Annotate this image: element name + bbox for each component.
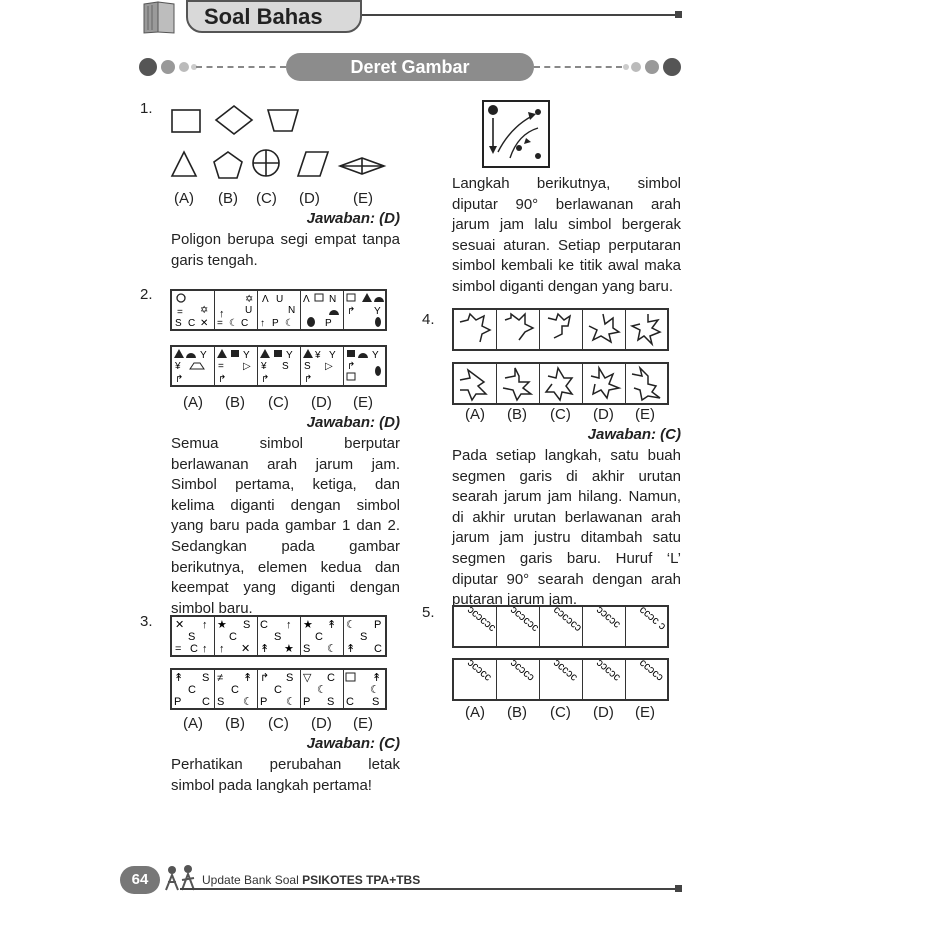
svg-text:P: P (272, 318, 279, 329)
q3-options-row (170, 668, 387, 710)
q5-seq-cell (583, 607, 626, 646)
question-1-number: 1. (140, 100, 153, 117)
svg-text:✕: ✕ (241, 643, 251, 655)
svg-text:↑: ↑ (219, 308, 225, 320)
q1-option-b: (B) (218, 190, 238, 207)
svg-text:Y: Y (286, 350, 293, 361)
q5-seq-cell (497, 607, 540, 646)
svg-text:S: S (304, 361, 311, 372)
svg-text:=: = (175, 643, 182, 655)
question-3-number: 3. (140, 613, 153, 630)
svg-text:¥: ¥ (315, 350, 321, 361)
footer-divider (180, 888, 680, 890)
q4-answer: Jawaban: (C) (587, 426, 681, 443)
svg-text:S: S (372, 696, 380, 708)
svg-text:S: S (202, 672, 210, 684)
svg-text:↟: ↟ (260, 643, 270, 655)
svg-text:↑: ↑ (202, 619, 208, 631)
q1-option-a: (A) (174, 190, 194, 207)
q1-option-e: (E) (353, 190, 373, 207)
q3-option-e: (E) (353, 715, 373, 732)
svg-text:Y: Y (243, 350, 250, 361)
svg-text:P: P (374, 619, 382, 631)
q3-explanation-continued: Langkah berikutnya, simbol diputar 90° berlawanan arah jarum jam lalu simbol bergerak sesuai aturan. Setiap perputaran simbol kembali ke titik awal maka simbol diganti dengan yang baru. (452, 175, 681, 295)
q5-option-a: (A) (465, 704, 485, 721)
svg-text:★: ★ (303, 619, 313, 631)
q3-option-cell (258, 670, 301, 708)
svg-text:☾: ☾ (229, 318, 238, 329)
q5-option-cell (540, 660, 583, 699)
q5-seq-cell (626, 607, 668, 646)
svg-text:✡: ✡ (245, 294, 254, 305)
footer-text-bold: PSIKOTES TPA+TBS (302, 873, 421, 887)
svg-text:↱: ↱ (304, 374, 313, 385)
q4-option-a: (A) (465, 406, 485, 423)
q5-option-d: (D) (593, 704, 614, 721)
svg-text:N: N (288, 305, 296, 316)
svg-text:cↄcↄcↄ: cↄcↄcↄ (550, 607, 582, 635)
q2-option-b: (B) (225, 394, 245, 411)
q3-seq-cell (344, 617, 386, 655)
q4-seq-cell (540, 310, 583, 349)
svg-text:✡: ✡ (200, 305, 209, 316)
page-number: 64 (120, 866, 160, 894)
svg-text:↟: ↟ (243, 672, 253, 684)
svg-text:S: S (286, 672, 294, 684)
svg-text:☾: ☾ (243, 696, 253, 708)
q3-option-a: (A) (183, 715, 203, 732)
svg-text:★: ★ (284, 643, 294, 655)
q3-rotation-diagram (482, 100, 550, 168)
footer-divider-end (675, 885, 682, 892)
q4-sequence-row (452, 308, 669, 351)
svg-text:Y: Y (372, 350, 379, 361)
svg-text:P: P (260, 696, 268, 708)
svg-text:↱: ↱ (218, 374, 227, 385)
q3-option-c: (C) (268, 715, 289, 732)
q4-explanation: Pada setiap langkah, satu buah segmen garis di akhir urutan searah jarum jam hilang. Namun, di akhir urutan berlawanan arah jarum jam justru ditambah satu segmen garis baru. Huruf ‘L’ diputar 90° searah dengan arah putaran jarum jam. (452, 447, 681, 609)
svg-text:C: C (315, 631, 323, 643)
svg-text:↟: ↟ (327, 619, 337, 631)
q2-explanation: Semua simbol berputar berlawanan arah jarum jam. Simbol pertama, ketiga, dan kelima diganti dengan simbol yang baru pada gambar 1 dan 2. Sedangkan pada gambar berikutnya, elemen kedua dan keempat yang diganti dengan simbol baru. (171, 435, 400, 617)
svg-text:=: = (217, 318, 223, 329)
book-icon (140, 0, 180, 34)
q5-seq-cell (454, 607, 497, 646)
q4-seq-cell (497, 310, 540, 349)
q2-option-e: (E) (353, 394, 373, 411)
svg-text:N: N (329, 294, 337, 305)
q4-option-e: (E) (635, 406, 655, 423)
q1-explanation: Poligon berupa segi empat tanpa garis tengah. (171, 231, 400, 269)
svg-text:↑: ↑ (286, 619, 292, 631)
section-dash-right (534, 66, 622, 68)
svg-text:☾: ☾ (346, 619, 356, 631)
q2-seq-cell (344, 291, 386, 329)
q2-option-d: (D) (311, 394, 332, 411)
q5-sequence-row (452, 605, 669, 648)
q4-option-cell (540, 364, 583, 403)
svg-text:S: S (360, 631, 368, 643)
section-title: Deret Gambar (286, 53, 534, 81)
q3-option-b: (B) (225, 715, 245, 732)
header-divider (362, 14, 678, 16)
svg-text:S: S (243, 619, 251, 631)
svg-text:¥: ¥ (261, 361, 267, 372)
svg-text:C: C (346, 696, 354, 708)
svg-text:Λ: Λ (303, 294, 310, 305)
svg-text:C: C (327, 672, 335, 684)
q3-explanation: Perhatikan perubahan letak simbol pada langkah pertama! (171, 756, 400, 794)
svg-text:▷: ▷ (243, 361, 251, 372)
q3-answer: Jawaban: (C) (306, 735, 400, 752)
svg-text:S: S (188, 631, 196, 643)
svg-text:ccↄc ↄ: ccↄc ↄ (636, 607, 668, 633)
svg-text:C: C (202, 696, 210, 708)
footer-text-prefix: Update Bank Soal (202, 873, 299, 887)
svg-text:ↄccↄc: ↄccↄc (550, 660, 580, 684)
q2-option-cell (301, 347, 344, 385)
q2-option-cell (344, 347, 386, 385)
svg-text:C: C (274, 684, 282, 696)
svg-text:ↄↄcↄc: ↄↄcↄc (593, 607, 623, 631)
q2-option-a: (A) (183, 394, 203, 411)
q2-options-row (170, 345, 387, 387)
svg-text:C: C (260, 619, 268, 631)
q4-option-cell (454, 364, 497, 403)
svg-text:☾: ☾ (286, 696, 296, 708)
q2-option-cell (258, 347, 301, 385)
q2-sequence-row (170, 289, 387, 331)
svg-text:S: S (274, 631, 282, 643)
svg-text:Y: Y (374, 306, 381, 317)
header-divider-end (675, 11, 682, 18)
svg-text:¥: ¥ (175, 361, 181, 372)
svg-text:C: C (188, 318, 196, 329)
svg-text:C: C (231, 684, 239, 696)
q3-option-cell (172, 670, 215, 708)
q3-option-cell (301, 670, 344, 708)
question-5-number: 5. (422, 604, 435, 621)
q5-seq-cell (540, 607, 583, 646)
question-1-figure (166, 102, 406, 184)
svg-text:☾: ☾ (317, 684, 327, 696)
svg-text:↟: ↟ (174, 672, 184, 684)
q4-option-cell (497, 364, 540, 403)
svg-text:✕: ✕ (200, 318, 209, 329)
q1-option-d: (D) (299, 190, 320, 207)
q4-seq-cell (626, 310, 668, 349)
q2-answer: Jawaban: (D) (306, 414, 400, 431)
q4-seq-cell (454, 310, 497, 349)
svg-text:▷: ▷ (325, 361, 333, 372)
svg-text:S: S (303, 643, 311, 655)
svg-text:C: C (241, 318, 249, 329)
svg-text:S: S (175, 318, 182, 329)
q4-seq-cell (583, 310, 626, 349)
svg-text:↟: ↟ (372, 672, 382, 684)
svg-text:S: S (282, 361, 289, 372)
q2-option-cell (172, 347, 215, 385)
q2-option-c: (C) (268, 394, 289, 411)
svg-text:P: P (303, 696, 311, 708)
svg-text:↱: ↱ (347, 306, 356, 317)
q2-seq-cell (215, 291, 258, 329)
q3-seq-cell (172, 617, 215, 655)
svg-text:ccↄcↄ: ccↄcↄ (636, 660, 666, 684)
section-dots-right (620, 58, 682, 76)
svg-text:Y: Y (200, 350, 207, 361)
svg-text:↟: ↟ (346, 643, 356, 655)
q3-sequence-row (170, 615, 387, 657)
svg-text:U: U (276, 294, 284, 305)
footer-text (202, 873, 420, 887)
q5-option-cell (626, 660, 668, 699)
svg-text:ↄↄcↄc: ↄↄcↄc (593, 660, 623, 684)
svg-text:P: P (325, 318, 332, 329)
q2-option-cell (215, 347, 258, 385)
section-dash-left (196, 66, 286, 68)
svg-text:Λ: Λ (262, 294, 269, 305)
svg-text:☾: ☾ (370, 684, 380, 696)
svg-text:U: U (245, 305, 253, 316)
svg-text:≠: ≠ (217, 672, 224, 684)
svg-text:☾: ☾ (285, 318, 294, 329)
q5-option-e: (E) (635, 704, 655, 721)
svg-text:ↄcↄcc: ↄcↄcc (464, 660, 494, 684)
q5-option-c: (C) (550, 704, 571, 721)
svg-text:☾: ☾ (327, 643, 337, 655)
header-title: Soal Bahas (186, 0, 362, 33)
q3-seq-cell (301, 617, 344, 655)
svg-text:↑: ↑ (260, 318, 265, 329)
q4-option-cell (626, 364, 668, 403)
q3-option-cell (344, 670, 386, 708)
q1-answer: Jawaban: (D) (306, 210, 400, 227)
q5-options-row (452, 658, 669, 701)
svg-text:C: C (374, 643, 382, 655)
section-dots-left (138, 58, 198, 76)
q4-option-d: (D) (593, 406, 614, 423)
q2-seq-cell (301, 291, 344, 329)
svg-text:↑: ↑ (219, 643, 225, 655)
svg-text:ↄcↄcↄ: ↄcↄcↄ (507, 660, 537, 684)
svg-text:=: = (177, 307, 183, 318)
svg-text:S: S (327, 696, 335, 708)
q3-option-d: (D) (311, 715, 332, 732)
q3-seq-cell (258, 617, 301, 655)
q4-option-cell (583, 364, 626, 403)
svg-text:ↄcↄcↄc: ↄcↄcↄc (507, 607, 539, 635)
svg-text:▽: ▽ (303, 672, 312, 684)
q5-option-cell (454, 660, 497, 699)
q5-option-cell (497, 660, 540, 699)
q5-option-b: (B) (507, 704, 527, 721)
svg-text:C: C (190, 643, 198, 655)
svg-text:P: P (174, 696, 182, 708)
q2-seq-cell (172, 291, 215, 329)
svg-text:↱: ↱ (260, 672, 270, 684)
q3-option-cell (215, 670, 258, 708)
svg-text:✕: ✕ (175, 619, 185, 631)
svg-text:C: C (188, 684, 196, 696)
q5-option-cell (583, 660, 626, 699)
svg-text:↑: ↑ (202, 643, 208, 655)
q4-option-b: (B) (507, 406, 527, 423)
svg-text:Y: Y (329, 350, 336, 361)
svg-text:C: C (229, 631, 237, 643)
svg-text:S: S (217, 696, 225, 708)
q4-options-row (452, 362, 669, 405)
q1-option-c: (C) (256, 190, 277, 207)
svg-text:=: = (218, 361, 224, 372)
q4-option-c: (C) (550, 406, 571, 423)
q2-seq-cell (258, 291, 301, 329)
svg-text:↱: ↱ (175, 374, 184, 385)
svg-text:↱: ↱ (347, 361, 356, 372)
question-4-number: 4. (422, 311, 435, 328)
question-2-number: 2. (140, 286, 153, 303)
svg-text:★: ★ (217, 619, 227, 631)
svg-text:ↄcↄcↄc: ↄcↄcↄc (464, 607, 496, 635)
svg-text:↱: ↱ (261, 374, 270, 385)
q3-seq-cell (215, 617, 258, 655)
